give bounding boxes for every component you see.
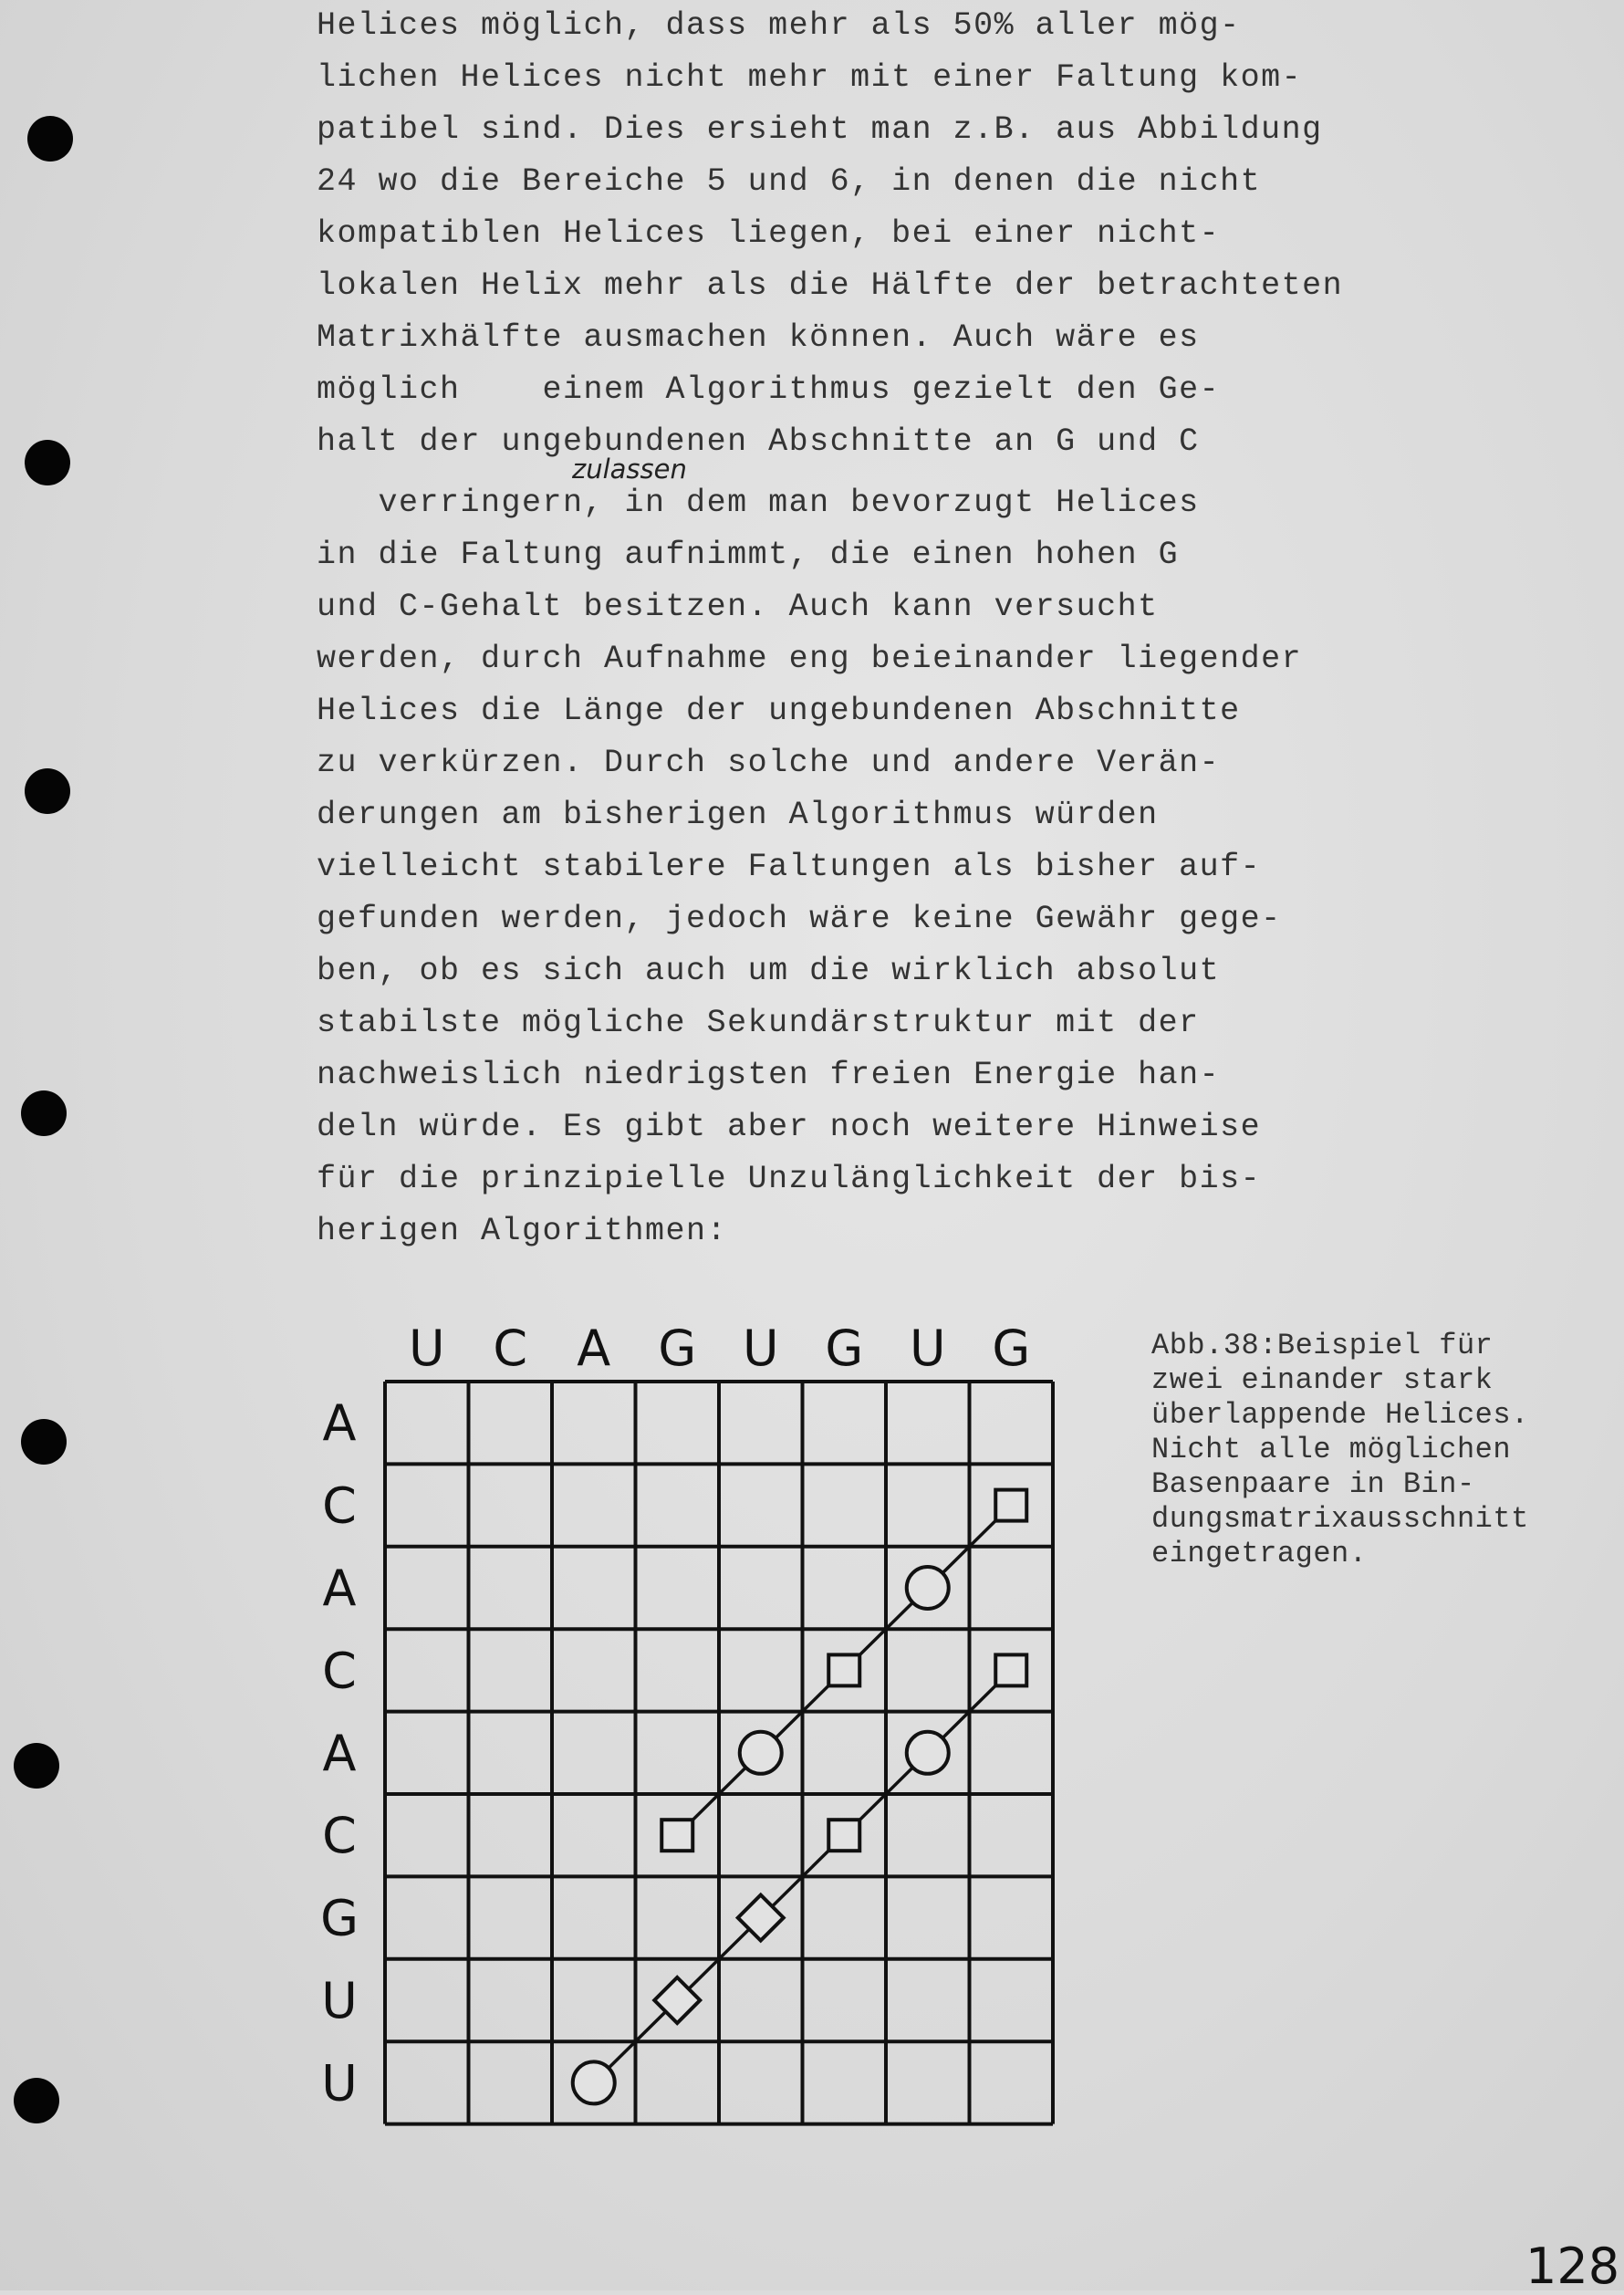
square-marker [995,1654,1026,1685]
text-line: patibel sind. Dies ersieht man z.B. aus Abbildung [317,111,1323,148]
text-line: kompatiblen Helices liegen, bei einer nicht- [317,215,1221,252]
caption-line: eingetragen. [1151,1537,1368,1570]
column-base-label: A [577,1320,611,1377]
text-line: verringern, in dem man bevorzugt Helices [317,485,1200,521]
text-line: werden, durch Aufnahme eng beieinander liegender [317,641,1303,677]
column-base-label: G [825,1320,864,1377]
square-marker [828,1820,859,1851]
text-line: halt der ungebundenen Abschnitte an G und C [317,423,1200,460]
row-base-label: A [322,1560,357,1617]
square-marker [995,1490,1026,1521]
page-number: 128 [1525,2238,1620,2295]
text-line: vielleicht stabilere Faltungen als bisher auf- [317,849,1262,885]
row-base-label: G [320,1889,359,1947]
circle-marker [740,1732,782,1774]
column-base-label: C [493,1320,528,1377]
column-base-label: U [742,1320,779,1377]
text-line: in die Faltung aufnimmt, die einen hohen G [317,537,1180,573]
column-base-label: G [992,1320,1031,1377]
column-base-label: U [408,1320,445,1377]
text-line: gefunden werden, jedoch wäre keine Gewähr gege- [317,901,1282,937]
text-line: und C-Gehalt besitzen. Auch kann versucht [317,589,1159,625]
row-base-label: C [322,1807,357,1865]
text-line: lokalen Helix mehr als die Hälfte der betrachteten [317,267,1344,304]
text-line: derungen am bisherigen Algorithmus würden [317,797,1159,833]
circle-marker [907,1567,949,1609]
text-line: Helices möglich, dass mehr als 50% aller mög- [317,7,1241,44]
text-line: nachweislich niedrigsten freien Energie han- [317,1057,1221,1093]
text-line: Matrixhälfte ausmachen können. Auch wäre es [317,319,1200,356]
circle-marker [573,2061,615,2103]
caption-line: Nicht alle möglichen [1151,1433,1512,1466]
column-base-label: U [909,1320,946,1377]
text-line: lichen Helices nicht mehr mit einer Faltung kom- [317,59,1303,96]
handwritten-insert: zulassen [572,454,687,485]
caption-line: überlappende Helices. [1151,1398,1529,1432]
text-line: Helices die Länge der ungebundenen Abschnitte [317,693,1241,729]
square-marker [661,1820,692,1851]
row-base-label: C [322,1642,357,1700]
caption-line: dungsmatrixausschnitt [1151,1502,1529,1536]
caption-line: Abb.38:Beispiel für [1151,1329,1494,1362]
caption-line: zwei einander stark [1151,1363,1494,1397]
row-base-label: U [321,2054,358,2112]
column-base-label: G [658,1320,697,1377]
text-line: herigen Algorithmen: [317,1213,728,1249]
text-line: stabilste mögliche Sekundärstruktur mit der [317,1005,1200,1041]
text-line: zu verkürzen. Durch solche und andere Verän- [317,745,1221,781]
square-marker [828,1654,859,1685]
circle-marker [907,1732,949,1774]
row-base-label: U [321,1972,358,2029]
row-base-label: A [322,1394,357,1453]
caption-line: Basenpaare in Bin- [1151,1467,1475,1501]
text-line: möglich einem Algorithmus gezielt den Ge- [317,371,1221,408]
text-line: 24 wo die Bereiche 5 und 6, in denen die nicht [317,163,1262,200]
text-line: für die prinzipielle Unzulänglichkeit der bis- [317,1161,1262,1197]
text-line: ben, ob es sich auch um die wirklich absolut [317,953,1221,989]
row-base-label: C [322,1476,357,1535]
row-base-label: A [322,1724,357,1782]
text-line: deln würde. Es gibt aber noch weitere Hinweise [317,1109,1262,1145]
